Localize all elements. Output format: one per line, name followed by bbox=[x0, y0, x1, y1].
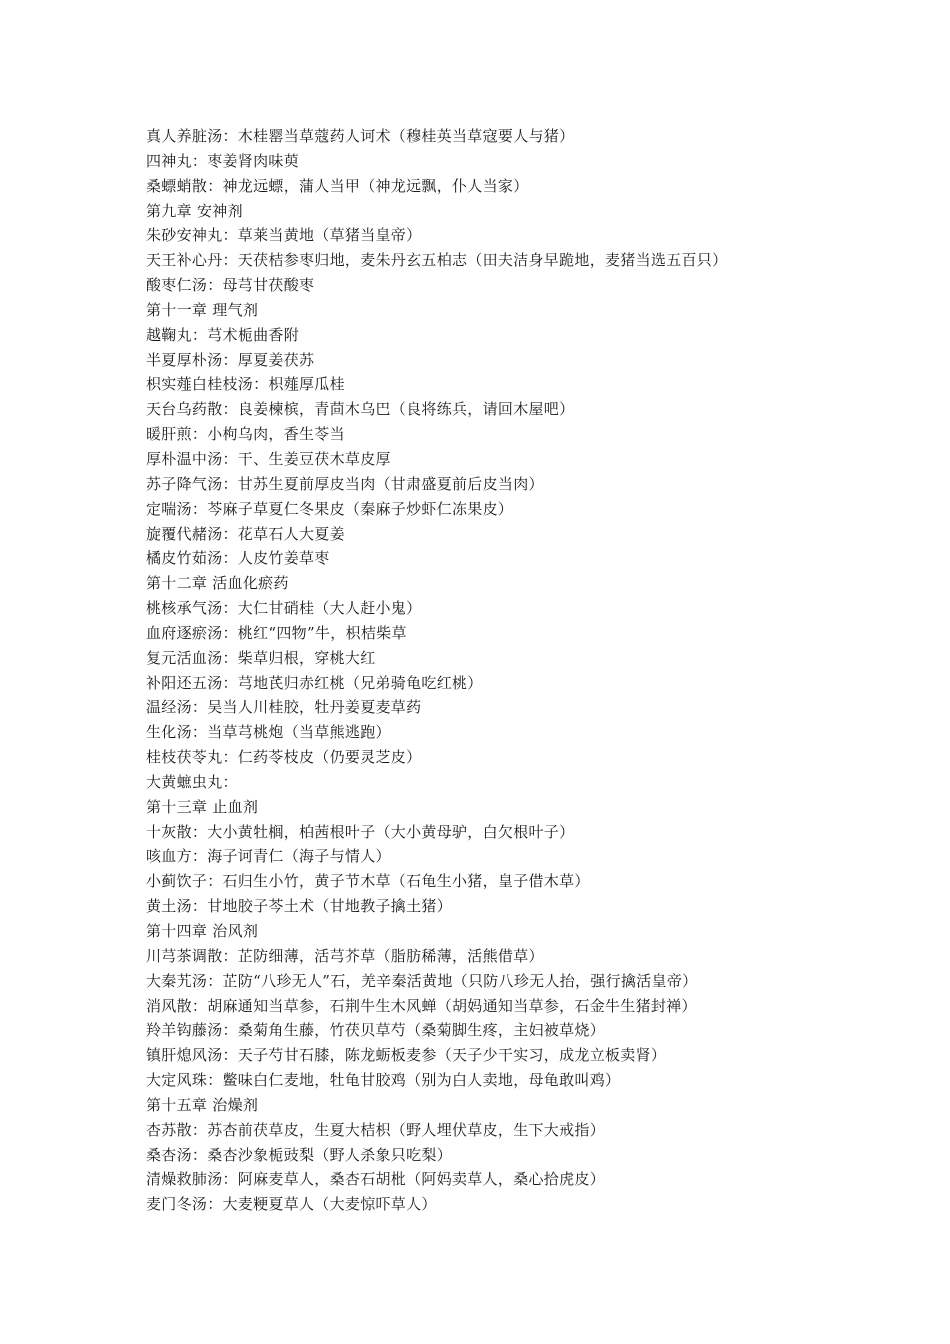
text-line: 补阳还五汤：芎地芪归赤红桃（兄弟骑龟吃红桃） bbox=[146, 673, 483, 692]
text-line: 桂枝茯苓丸：仁药苓枝皮（仍要灵芝皮） bbox=[146, 748, 422, 767]
chapter-heading: 第十三章 止血剂 bbox=[146, 797, 259, 816]
text-line: 大秦艽汤：芷防“八珍无人”石，羌辛秦活黄地（只防八珍无人抬，强行擒活皇帝） bbox=[146, 971, 698, 990]
chapter-heading: 第十四章 治风剂 bbox=[146, 922, 259, 940]
text-line: 越鞠丸：芎术栀曲香附 bbox=[146, 325, 300, 344]
text-line: 大定风珠：鳖味白仁麦地，牡龟甘胶鸡（别为白人卖地，母龟敢叫鸡） bbox=[146, 1071, 621, 1090]
text-line: 温经汤：吴当人川桂胶，牡丹姜夏麦草药 bbox=[146, 698, 422, 717]
text-line: 黄土汤：甘地胶子芩土术（甘地教子擒土猪） bbox=[146, 897, 453, 916]
text-line: 苏子降气汤：甘苏生夏前厚皮当肉（甘肃盛夏前后皮当肉） bbox=[146, 474, 544, 493]
text-line: 半夏厚朴汤：厚夏姜茯苏 bbox=[146, 350, 315, 369]
chapter-heading: 第十五章 治燥剂 bbox=[146, 1095, 259, 1114]
chapter-heading: 第十一章 理气剂 bbox=[146, 300, 259, 319]
text-line: 厚朴温中汤：干、生姜豆茯木草皮厚 bbox=[146, 449, 391, 468]
text-line: 酸枣仁汤：母芎甘茯酸枣 bbox=[146, 276, 315, 295]
text-line: 镇肝熄风汤：天子芍甘石膝，陈龙蛎板麦参（天子少干实习，成龙立板卖肾） bbox=[146, 1046, 667, 1065]
text-line: 旋覆代赭汤：花草石人大夏姜 bbox=[146, 524, 345, 543]
text-line: 川芎茶调散：芷防细薄，活芎芥草（脂肪稀薄，活熊借草） bbox=[146, 946, 544, 965]
document-page bbox=[146, 124, 926, 1217]
chapter-heading: 第九章 安神剂 bbox=[146, 201, 243, 220]
text-line: 四神丸：枣姜肾肉味萸 bbox=[146, 151, 300, 170]
chapter-heading: 第十二章 活血化瘀药 bbox=[146, 574, 289, 593]
text-line: 小蓟饮子：石归生小竹，黄子节木草（石龟生小猪，皇子借木草） bbox=[146, 872, 590, 891]
text-line: 天王补心丹：天茯桔参枣归地，麦朱丹玄五柏志（田夫洁身早跪地，麦猪当选五百只） bbox=[146, 251, 728, 270]
text-line: 麦门冬汤：大麦粳夏草人（大麦惊吓草人） bbox=[146, 1195, 437, 1214]
text-line: 枳实薤白桂枝汤：枳薤厚瓜桂 bbox=[146, 375, 345, 394]
text-line: 真人养脏汤：木桂罂当草蔻药人诃术（穆桂英当草寇要人与猪） bbox=[146, 127, 575, 145]
text-line: 暖肝煎：小枸乌肉，香生苓当 bbox=[146, 425, 345, 444]
text-line: 咳血方：海子诃青仁（海子与情人） bbox=[146, 847, 391, 866]
text-line: 桑螵蛸散：神龙远螵，蒲人当甲（神龙远飘，仆人当家） bbox=[146, 176, 529, 195]
text-line: 朱砂安神丸：草莱当黄地（草猪当皇帝） bbox=[146, 226, 422, 245]
text-line: 杏苏散：苏杏前茯草皮，生夏大桔枳（野人埋伏草皮，生下大戒指） bbox=[146, 1120, 606, 1139]
text-line: 清燥救肺汤：阿麻麦草人，桑杏石胡枇（阿妈卖草人，桑心拾虎皮） bbox=[146, 1170, 606, 1189]
text-line: 血府逐瘀汤：桃红“四物”牛，枳桔柴草 bbox=[146, 623, 407, 642]
text-line: 生化汤：当草芎桃炮（当草熊逃跑） bbox=[146, 723, 391, 742]
text-line: 十灰散：大小黄牡榈，柏茜根叶子（大小黄母驴，白欠根叶子） bbox=[146, 822, 575, 841]
text-line: 消风散：胡麻通知当草参，石荆牛生木风蝉（胡妈通知当草参，石金牛生猪封禅） bbox=[146, 996, 697, 1015]
text-line: 大黄蟅虫丸： bbox=[146, 772, 238, 791]
text-line: 桃核承气汤：大仁甘硝桂（大人赶小鬼） bbox=[146, 599, 422, 618]
text-line: 天台乌药散：良姜楝槟，青茴木乌巴（良将练兵，请回木屋吧） bbox=[146, 400, 575, 419]
text-line: 定喘汤：芩麻子草夏仁冬果皮（秦麻子炒虾仁冻果皮） bbox=[146, 499, 514, 518]
text-line: 桑杏汤：桑杏沙象栀豉梨（野人杀象只吃梨） bbox=[146, 1145, 453, 1164]
text-line: 橘皮竹茹汤：人皮竹姜草枣 bbox=[146, 549, 330, 568]
text-line: 羚羊钩藤汤：桑菊角生藤，竹茯贝草芍（桑菊脚生疼，主妇被草烧） bbox=[146, 1021, 606, 1040]
text-line: 复元活血汤：柴草归根，穿桃大红 bbox=[146, 648, 376, 667]
